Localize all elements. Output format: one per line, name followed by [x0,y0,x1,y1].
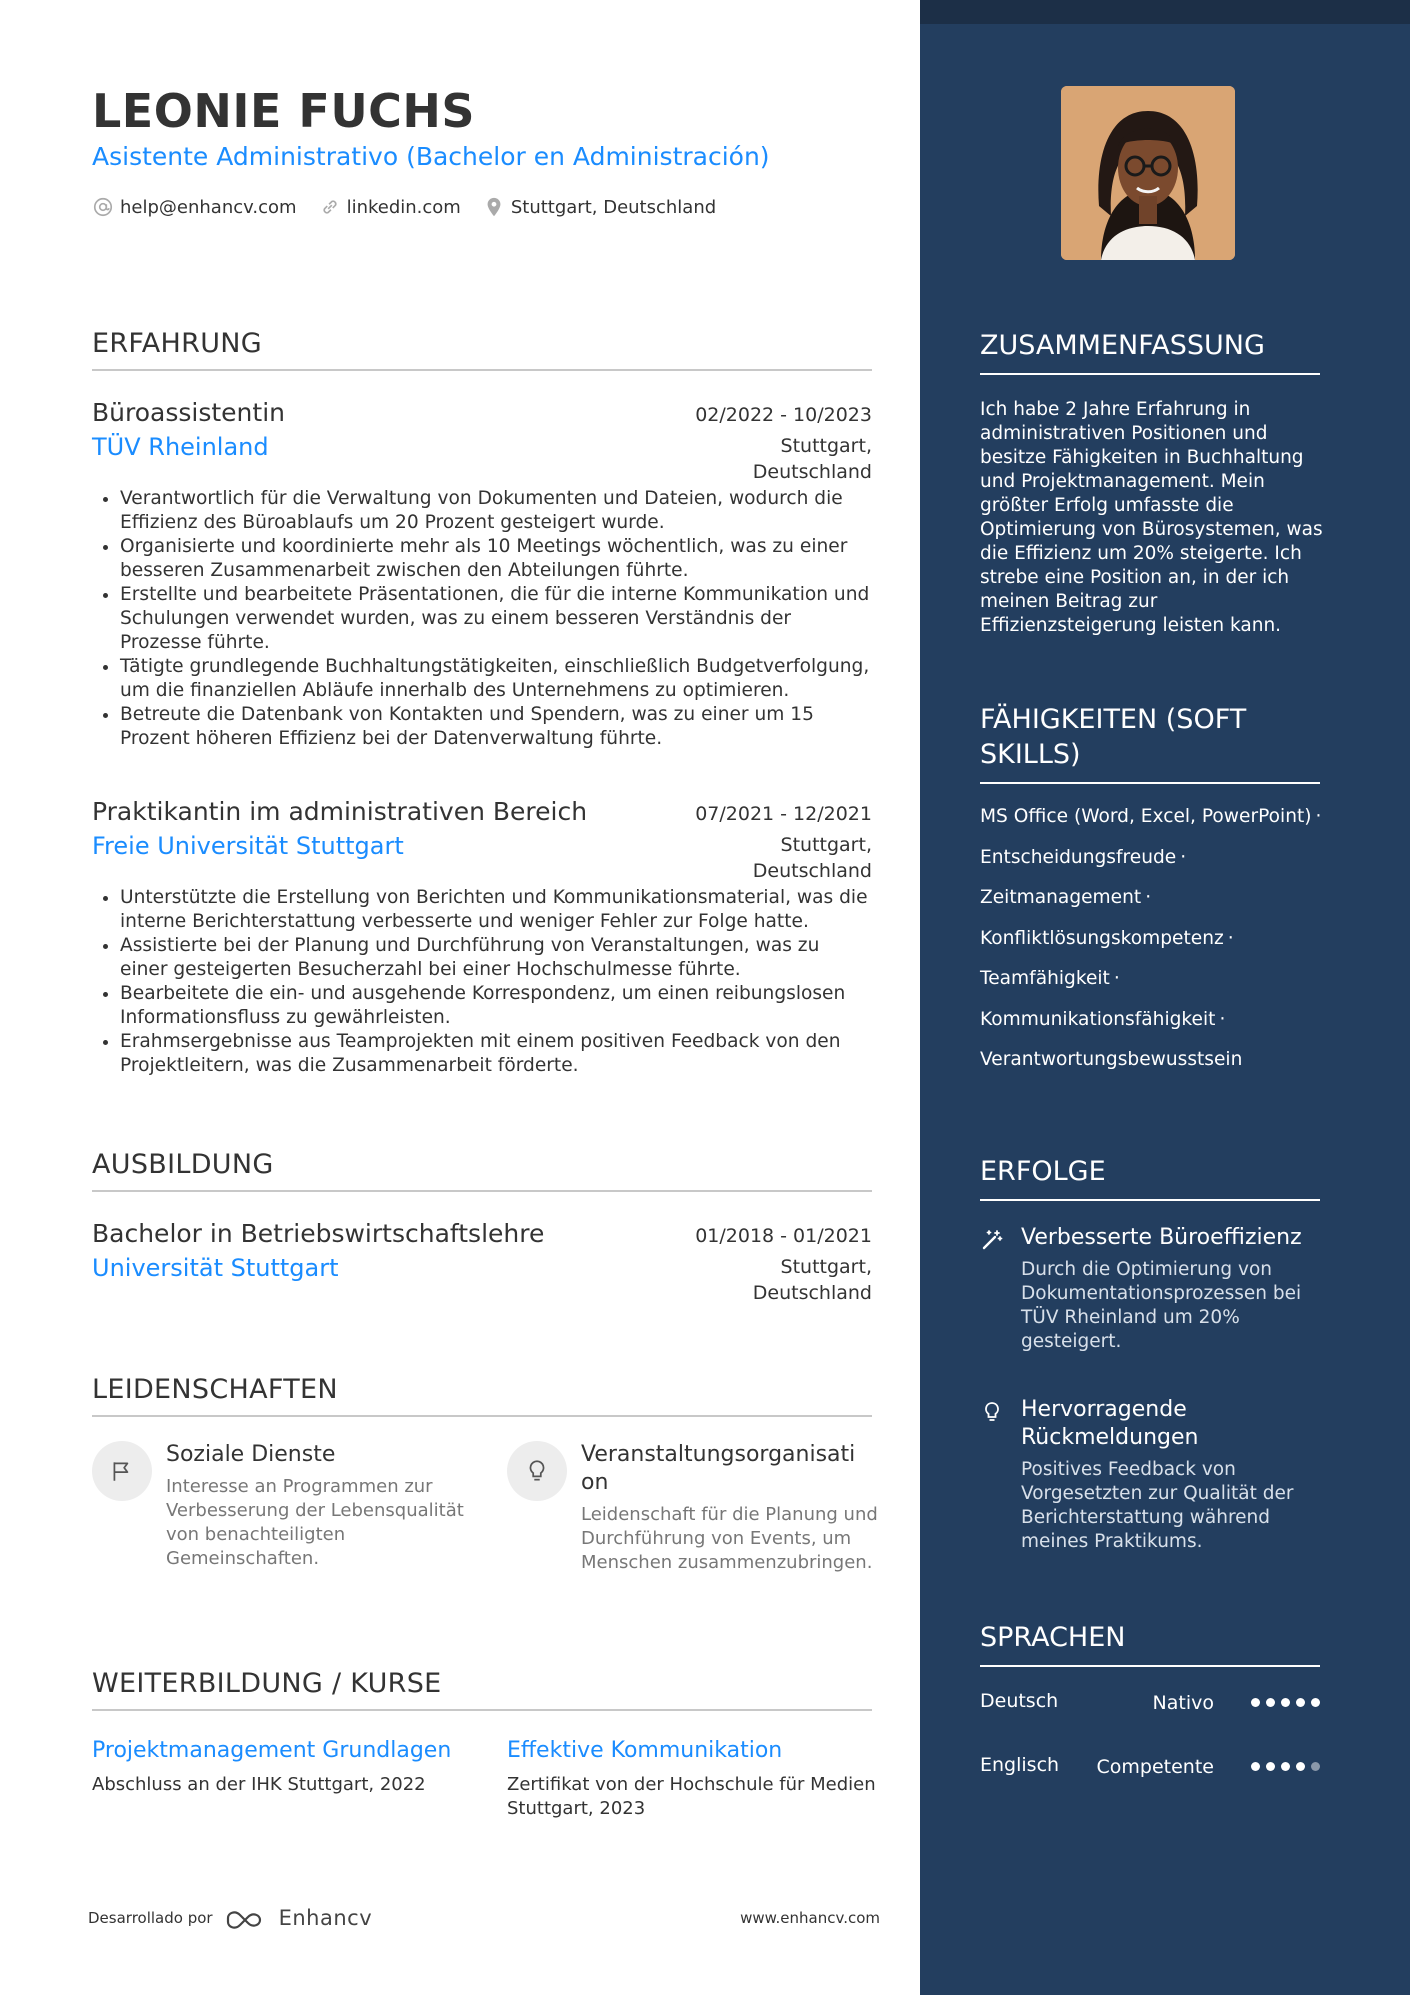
job-location: Stuttgart, Deutschland [752,834,872,882]
contact-bar [92,196,738,218]
courses-section-title: WEITERBILDUNG / KURSE [92,1668,872,1711]
rating-dot-filled [1281,1698,1290,1707]
skill-item: Teamfähigkeit · [980,968,1120,989]
summary-section-title: ZUSAMMENFASSUNG [980,328,1320,375]
course-description: Zertifikat von der Hochschule für Medien Stuttgart, 2023 [507,1774,876,1819]
enhancv-logo[interactable] [225,1906,373,1930]
rating-dot-filled [1296,1698,1305,1707]
skill-item: Zeitmanagement · [980,887,1152,908]
candidate-name: LEONIE FUCHS [92,84,476,138]
sidebar-top-band [920,0,1410,24]
education-location: Stuttgart, Deutschland [752,1256,872,1304]
bullet-item: • Erstellte und bearbeitete Präsentationen, die für die interne Kommunikation und Schulungen verwendet wurden, was zu einem besseren Verständnis der Prozesse führte. [120,583,872,655]
summary-text: Ich habe 2 Jahre Erfahrung in administrativen Positionen und besitze Fähigkeiten in Buchhaltung und Projektmanagement. Mein größter Erfolg umfasste die Optimierung von Bürosystemen, was die Effizienz um 20% steigerte. Ich strebe eine Position an, in der ich meinen Beitrag zur Effizienzsteigerung leisten kann. [980,399,1323,636]
at-icon [92,196,114,218]
course-title: Projektmanagement Grundlagen [92,1738,452,1763]
contact-email-text: help@enhancv.com [120,196,297,218]
education-entry [92,1219,872,1306]
lightbulb-icon [507,1441,567,1501]
achievement-item [980,1396,1325,1554]
footer [88,1906,880,1930]
bullet-item: • Organisierte und koordinierte mehr als 10 Meetings wöchentlich, was zu einer besseren Zusammenarbeit zwischen den Abteilungen führte. [120,535,872,583]
location-pin-icon [483,196,505,218]
company-name: TÜV Rheinland [92,433,269,461]
magic-wand-icon [980,1224,1004,1354]
job-dates: 02/2022 - 10/2023 [695,404,872,426]
language-name: Deutsch [980,1690,1059,1712]
rating-dot-empty [1311,1762,1320,1771]
passions-section-title: LEIDENSCHAFTEN [92,1374,872,1417]
education-dates: 01/2018 - 01/2021 [695,1225,872,1247]
skill-item: Konfliktlösungskompetenz · [980,927,1234,949]
bullet-item: • Verantwortlich für die Verwaltung von Dokumenten und Dateien, wodurch die Effizienz des Büroablaufs um 20 Prozent gesteigert wurde. [120,487,872,535]
footer-url[interactable]: www.enhancv.com [740,1909,880,1927]
language-item [980,1690,1320,1720]
course-item [507,1738,887,1821]
language-level: Competente [1096,1756,1214,1778]
job-title: Praktikantin im administrativen Bereich [92,797,588,826]
candidate-role: Asistente Administrativo (Bachelor en Administración) [92,142,770,171]
experience-entry [92,797,872,1078]
rating-dot-filled [1281,1762,1290,1771]
skill-item: Kommunikationsfähigkeit · [980,1008,1226,1030]
passion-description: Interesse an Programmen zur Verbesserung der Lebensqualität von benachteiligten Gemeinschaften. [166,1476,464,1569]
powered-by-label: Desarrollado por [88,1909,213,1927]
rating-dot-filled [1251,1698,1260,1707]
rating-dot-filled [1251,1762,1260,1771]
achievement-title: Verbesserte Büroeffizienz [1021,1225,1302,1250]
achievement-description: Durch die Optimierung von Dokumentationsprozessen bei TÜV Rheinland um 20% gesteigert. [1021,1259,1302,1352]
job-location: Stuttgart, Deutschland [752,435,872,483]
bullet-item: • Erahmsergebnisse aus Teamprojekten mit einem positiven Feedback von den Projektleitern, was die Zusammenarbeit förderte. [120,1030,872,1078]
profile-photo [1061,86,1235,260]
school-name: Universität Stuttgart [92,1254,339,1282]
skill-item: Entscheidungsfreude · [980,846,1187,868]
contact-linkedin[interactable] [319,196,461,218]
passion-item [507,1441,887,1575]
enhancv-logo-icon [225,1907,271,1929]
passion-item [92,1441,472,1571]
experience-entry [92,398,872,751]
rating-dot-filled [1266,1762,1275,1771]
bullet-item: • Betreute die Datenbank von Kontakten und Spendern, was zu einer um 15 Prozent höheren Effizienz bei der Datenverwaltung führte. [120,703,872,751]
skills-list [980,806,1340,1090]
bullet-item: • Tätigte grundlegende Buchhaltungstätigkeiten, einschließlich Budgetverfolgung, um die finanziellen Abläufe innerhalb des Unternehmens zu optimieren. [120,655,872,703]
course-description: Abschluss an der IHK Stuttgart, 2022 [92,1774,426,1795]
course-item [92,1738,472,1797]
lightbulb-icon [980,1396,1004,1554]
job-bullets [92,487,872,751]
experience-section-title: ERFAHRUNG [92,328,872,371]
passion-title: Soziale Dienste [166,1442,336,1467]
skill-item: MS Office (Word, Excel, PowerPoint) · [980,806,1322,827]
course-title: Effektive Kommunikation [507,1738,783,1763]
contact-location-text: Stuttgart, Deutschland [510,196,717,218]
bullet-item: • Bearbeitete die ein- und ausgehende Korrespondenz, um einen reibungslosen Informationsfluss zu gewährleisten. [120,982,872,1030]
contact-location [483,196,716,218]
achievement-item [980,1224,1325,1354]
achievement-description: Positives Feedback von Vorgesetzten zur Qualität der Berichterstattung während meines Praktikums. [1021,1459,1294,1552]
job-title: Büroassistentin [92,398,285,427]
flag-icon [92,1441,152,1501]
language-rating [1245,1762,1320,1771]
sidebar [920,0,1410,1995]
language-name: Englisch [980,1754,1060,1776]
contact-linkedin-text: linkedin.com [346,196,461,218]
language-level: Nativo [1152,1692,1214,1714]
passion-description: Leidenschaft für die Planung und Durchführung von Events, um Menschen zusammenzubringen. [581,1504,878,1573]
skill-item: Verantwortungsbewusstsein [980,1049,1243,1070]
contact-email[interactable] [92,196,297,218]
achievement-title: Hervorragende Rückmeldungen [1021,1397,1199,1450]
passion-title: Veranstaltungsorganisati on [581,1442,856,1495]
bullet-item: • Assistierte bei der Planung und Durchführung von Veranstaltungen, was zu einer gesteigerten Besucherzahl bei einer Hochschulmesse führte. [120,934,872,982]
link-icon [319,196,341,218]
language-rating [1245,1698,1320,1707]
language-item [980,1754,1320,1784]
job-bullets [92,886,872,1078]
rating-dot-filled [1296,1762,1305,1771]
rating-dot-filled [1311,1698,1320,1707]
brand-name: Enhancv [278,1906,373,1930]
job-dates: 07/2021 - 12/2021 [695,803,872,825]
bullet-item: • Unterstützte die Erstellung von Berichten und Kommunikationsmaterial, was die interne Berichterstattung verbesserte und weniger Fehler zur Folge hatte. [120,886,872,934]
languages-section-title: SPRACHEN [980,1620,1320,1667]
company-name: Freie Universität Stuttgart [92,832,404,860]
education-section-title: AUSBILDUNG [92,1149,872,1192]
achievements-section-title: ERFOLGE [980,1154,1320,1201]
skills-section-title: FÄHIGKEITEN (SOFT SKILLS) [980,702,1320,784]
rating-dot-filled [1266,1698,1275,1707]
degree-title: Bachelor in Betriebswirtschaftslehre [92,1219,545,1248]
